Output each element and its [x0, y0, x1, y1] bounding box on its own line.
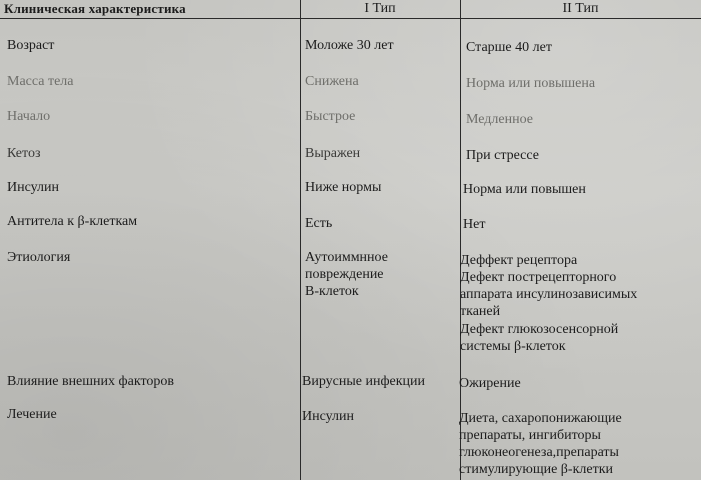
row-ketosis-type1: Выражен — [305, 146, 361, 161]
row-external-factors-label: Влияние внешних факторов — [7, 374, 174, 389]
row-treatment-type2-line3: глюконеогенеза,препараты — [459, 445, 619, 460]
row-ketosis-label: Кетоз — [7, 146, 41, 161]
row-treatment-type1: Инсулин — [302, 409, 354, 424]
row-external-factors-type2: Ожирение — [459, 376, 521, 391]
row-antibodies-type2: Нет — [463, 217, 486, 232]
header-type-1: I Тип — [364, 1, 396, 16]
row-onset-label: Начало — [7, 109, 51, 124]
row-weight-type1: Снижена — [305, 74, 359, 89]
row-etiology-type2-line5: Дефект глюкозосенсорной — [460, 322, 619, 337]
row-etiology-type1-line2: повреждение — [305, 267, 384, 282]
row-weight-label: Масса тела — [7, 74, 74, 89]
row-treatment-label: Лечение — [7, 407, 57, 422]
row-etiology-type2-line2: Дефект пострецепторного — [460, 270, 617, 285]
row-insulin-type2: Норма или повышен — [463, 182, 586, 197]
header-type-2: II Тип — [562, 1, 599, 16]
row-treatment-type2-line1: Диета, сахаропонижающие — [459, 411, 622, 426]
header-characteristic: Клиническая характеристика — [4, 1, 186, 16]
row-ketosis-type2: При стрессе — [466, 148, 539, 163]
row-onset-type2: Медленное — [466, 112, 533, 127]
row-etiology-type2-line4: тканей — [460, 304, 501, 319]
row-etiology-type2-line1: Деффект рецептора — [460, 253, 578, 268]
row-age-type1: Моложе 30 лет — [305, 38, 394, 53]
row-treatment-type2-line2: препараты, ингибиторы — [459, 428, 601, 443]
row-insulin-label: Инсулин — [7, 180, 59, 195]
row-onset-type1: Быстрое — [305, 109, 356, 124]
column-divider-2 — [460, 0, 461, 480]
row-antibodies-label: Антитела к β-клеткам — [7, 214, 138, 229]
header-divider — [0, 18, 701, 19]
row-age-label: Возраст — [7, 38, 55, 53]
row-etiology-label: Этиология — [7, 250, 71, 265]
row-etiology-type2-line6: системы β-клеток — [460, 339, 566, 354]
row-age-type2: Старше 40 лет — [466, 40, 552, 55]
row-etiology-type2-line3: аппарата инсулинозависимых — [460, 287, 638, 302]
row-treatment-type2-line4: стимулирующие β-клетки — [459, 462, 614, 477]
column-divider-1 — [300, 0, 301, 480]
row-external-factors-type1: Вирусные инфекции — [302, 374, 426, 389]
row-etiology-type1-line1: Аутоиммнное — [305, 250, 388, 265]
row-insulin-type1: Ниже нормы — [305, 180, 382, 195]
row-etiology-type1-line3: В-клеток — [305, 284, 359, 299]
row-weight-type2: Норма или повышена — [466, 76, 596, 91]
row-antibodies-type1: Есть — [305, 216, 333, 231]
